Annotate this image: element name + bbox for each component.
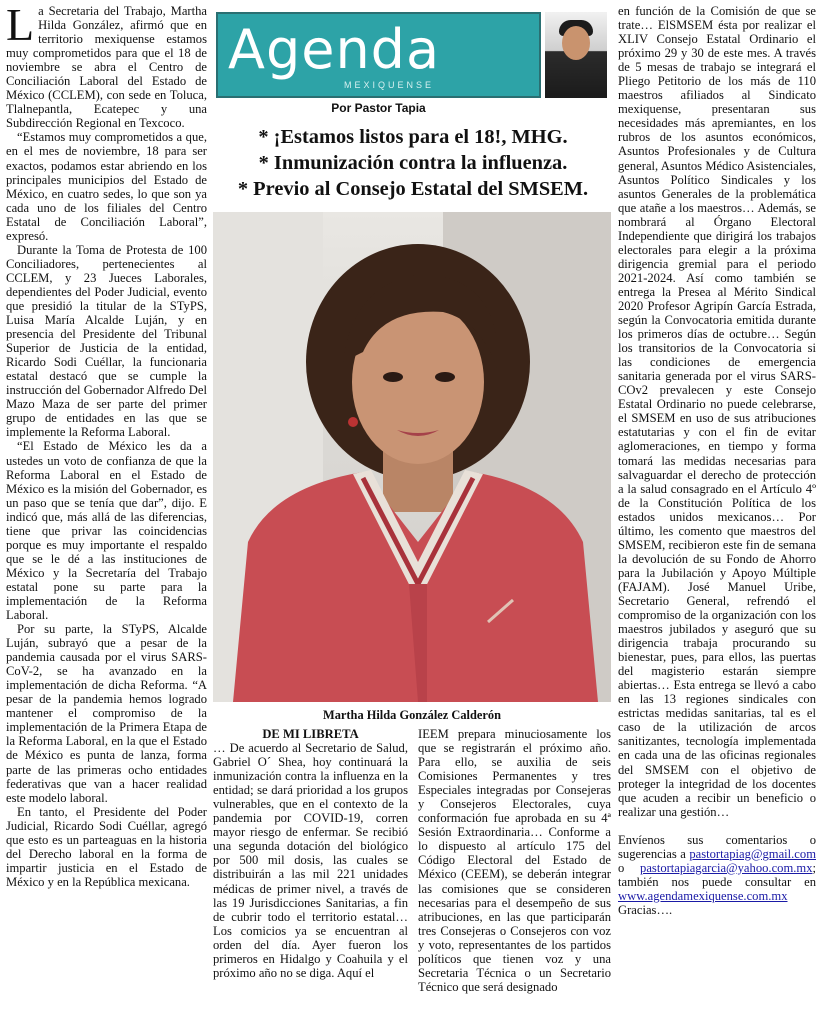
headline-2: * Inmunización contra la influenza. <box>258 152 568 174</box>
lead-paragraph: La Secretaria del Trabajo, Martha Hilda González, afirmó que en territorio mexiquense estamos muy comprometidos para que el 18 de noviembre se abra el Centro de Conciliación Laboral del Estado de México (CCLEM), con sede en Toluca, Tlalnepantla, Ecatepec y una Subdirección Regional en Texcoco. <box>6 0 207 131</box>
article-paragraph: “Estamos muy comprometidos a que, en el mes de noviembre, 18 para ser exactos, podamos estar abriendo en los principales municipios del Estado de México, en cuatro sedes, lo que son ya cada uno de los filiales del Centro Estatal de Conciliación Laboral”, expresó. <box>6 130 207 243</box>
column-masthead <box>216 12 607 120</box>
article-paragraph: En tanto, el Presidente del Poder Judicial, Ricardo Sodi Cuéllar, agregó que esto es un parteaguas en la historia del Derecho laboral en la forma de impartir justicia en el Estado de México y en la República mexicana. <box>6 804 207 889</box>
notebook-text-continued: IEEM prepara minuciosamente los que se registrarán el próximo año. Para ello, se auxilia de seis Comisiones Permanentes y tres Especiales integradas por Consejeras y Consejeros Electorales, cuya conformación fue aprobada en su 4ª Sesión Extraordinaria… Conforme a lo dispuesto al artículo 175 del Código Electoral del Estado de México (CEEM), se deberán integrar las comisiones que se consideren necesarias para el desempeño de sus atribuciones, en las que participarán tres Consejeras o Consejeros con voz y voto, representantes de los partidos políticos que tienen voz y una Secretaria Técnica o un Secretario Técnico que será designado <box>418 727 611 994</box>
headline-3: * Previo al Consejo Estatal del SMSEM. <box>237 178 589 200</box>
notebook-text: … De acuerdo al Secretario de Salud, Gabriel O´ Shea, hoy continuará la inmunización contra la influenza en la entidad; se dará prioridad a los grupos vulnerables, que en el contexto de la pandemia por COVID-19, corren mayor riesgo de enfermar. Se recibió una segunda dotación del biológico por 500 mil dosis, las cuales se distribuirán a las mil 221 unidades médicas de primer nivel, a través de las 19 Jurisdicciones Sanitarias, a fin de cubrir todo el territorio estatal…Los comicios ya se encuentran al orden del día. Ayer fueron los primeros en Hidalgo y Coahuila y el próximo año no se diga. Aquí el <box>213 741 408 980</box>
section-heading: DE MI LIBRETA <box>262 727 359 741</box>
drop-cap: L <box>6 0 35 50</box>
email-link-gmail[interactable]: pastortapiag@gmail.com <box>689 846 816 861</box>
email-link-yahoo[interactable]: pastortapiagarcia@yahoo.com.mx <box>640 860 813 875</box>
author-portrait <box>545 12 607 98</box>
middle-left-column <box>213 727 408 980</box>
website-link[interactable]: www.agendamexiquense.com.mx <box>618 888 788 903</box>
right-column <box>618 4 816 917</box>
notebook-text-continued: en función de la Comisión de que se trate… ElSMSEM ésta por realizar el XLIV Consejo Estatal Ordinario el próximo 29 y 30 de este mes. A través de 5 mesas de trabajo se integrará el Pliego Petitorio de los más de 110 maestros afiliados al Sindicato mexiquense, presentaran sus necesidades más apremiantes, en los rubros de los asuntos económicos, Asuntos Profesionales y de Cultura general, Asuntos Médico Asistenciales, Asuntos Político Sindicales y los asuntos Generales de la problemática que atañe a los maestros… Además, se nombrará al Órgano Electoral Independiente que dirigirá los trabajos electorales para elegir a la próxima dirigencia gremial para el periodo 2021-2024. Así como también se entrega la Presea al Mérito Sindical 2020 Profesor Agripín García Estrada, según la Convocatoria emitida durante los primeros días de octubre… Según los transitorios de la Convocatoria si las condiciones de emergencia sanitaria generada por el virus SARS-COv2 prevalecen y este Consejo Estatal Ordinario no puede celebrarse, el SMSEM en uso de sus atribuciones estatutarias y con el fin de evitar aglomeraciones, en tiempo y forma tomará las medidas necesarias para salvaguardar el derecho de protección a la salud consagrado en el Artículo 4º de la Constitución Política de los estados unidos mexicanos… Por último, les comento que maestros del SMSEM, recibieron este fin de semana la devolución de su Fondo de Ahorro para la Jubilación y Apoyo Múltiple (FAJAM). José Manuel Uribe, Secretario General, refrendó el compromiso de la organización con los maestros jubilados y aseguró que su dirigencia trabaja procurando su bienestar, pues, para ellos, las puertas del magisterio estarán siempre abiertas… Esta entrega se llevó a cabo en las 13 regiones sindicales con estrictas medidas sanitarias, tal es el caso de la utilización de arcos sanitizantes, tecnología implementada en cada una de las oficinas regionales del SMSEM con el objetivo de proteger la integridad de los docentes que acuden a recibir un beneficio o realizar una gestión… <box>618 4 816 819</box>
portrait-illustration <box>213 212 611 702</box>
byline: Por Pastor Tapia <box>331 101 426 115</box>
left-column <box>6 0 207 889</box>
logo-subtitle: MEXIQUENSE <box>344 80 435 90</box>
article-paragraph: Por su parte, la STyPS, Alcalde Luján, subrayó que a pesar de la pandemia causada por el virus SARS-CoV-2, se ha avanzado en la implementación de dicha Reforma. “A pesar de la pandemia hemos logrado mantener el compromiso de la implementación de la Primera Etapa de la Reforma Laboral, en la que el Estado de México es punta de lanza, forma parte de las primeras ocho entidades federativas que van a hacer realidad este modelo laboral. <box>6 622 207 805</box>
contact-paragraph: Envíenos sus comentarios o sugerencias a pastortapiag@gmail.com o pastortapiagarcia@yahoo.com.mx; también nos puede consultar en www.agendamexiquense.com.mx Gracias…. <box>618 832 816 917</box>
photo-caption: Martha Hilda González Calderón <box>323 708 501 722</box>
author-face <box>562 26 590 60</box>
headline-1: * ¡Estamos listos para el 18!, MHG. <box>258 126 568 148</box>
headlines <box>213 124 613 202</box>
agenda-logo-banner <box>216 12 541 98</box>
article-paragraph: Durante la Toma de Protesta de 100 Conciliadores, pertenecientes al CCLEM, y 23 Jueces Laborales, dependientes del Poder Judicial, evento que presidió la titular de la STyPS, Luisa María Alcalde Luján, y en presencia del Presidente del Tribunal Superior de Justicia de la entidad, Ricardo Sodi Cuéllar, la funcionaria estatal destacó que se cumple la instrucción del Gobernador Alfredo Del Mazo Maza de ser parte del primer grupo de entidades en las que se implemente la Reforma Laboral. <box>6 242 207 440</box>
middle-right-column <box>418 727 611 994</box>
logo-title: Agenda <box>228 18 441 81</box>
article-paragraph: “El Estado de México les da a ustedes un voto de confianza de que la Reforma Laboral en el Estado de México es la misión del Gobernador, es un paso que se tenía que dar”, dijo. E indicó que, más allá de las diferencias, tiene que privar las coincidencias porque es muy importante el respaldo que se le dé a las instituciones de México y la Secretaría del Trabajo estatal pone su parte para la implementación de la Reforma Laboral. <box>6 439 207 623</box>
portrait-photo <box>213 212 611 702</box>
